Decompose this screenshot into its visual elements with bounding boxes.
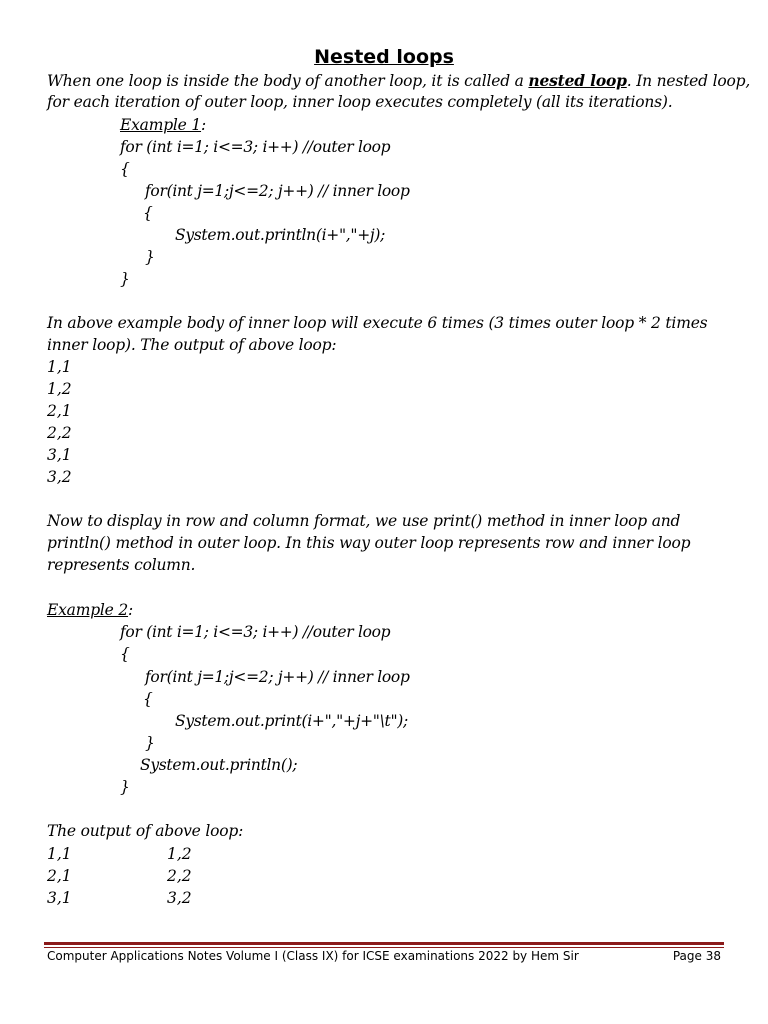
output-line: 2,2 [47,424,72,442]
code-line: { [143,690,153,708]
intro-line-1 [47,71,750,90]
footer-divider-thin [44,947,724,948]
intro-text-end: . In nested loop, [626,72,751,90]
code-line: for (int i=1; i<=3; i++) //outer loop [120,138,391,156]
output-line: 1,2 [47,380,72,398]
footer-text: Computer Applications Notes Volume I (Class IX) for ICSE examinations 2022 by Hem Sir [47,949,579,963]
code-line: for(int j=1;j<=2; j++) // inner loop [145,668,410,686]
code-line: System.out.println(i+","+j); [175,226,386,244]
output-line: 1,1 [47,358,72,376]
code-line: { [143,204,153,222]
explanation-1-line-2: inner loop). The output of above loop: [47,336,337,354]
code-line: System.out.println(); [140,756,298,774]
output-row [47,867,192,885]
output-cell: 3,2 [167,889,192,907]
example-1-colon: : [201,116,207,134]
output-2-label: The output of above loop: [47,822,244,840]
code-line: } [120,778,130,796]
example-1-label: Example 1 [120,116,202,134]
code-line: { [120,160,130,178]
explanation-1-line-1: In above example body of inner loop will execute 6 times (3 times outer loop * 2 times [47,314,708,332]
output-cell: 2,1 [47,867,72,885]
page-number: Page 38 [672,949,721,963]
footer-divider [44,942,724,945]
output-cell: 1,1 [47,845,72,863]
explanation-2-line-2: println() method in outer loop. In this way outer loop represents row and inner loop [47,534,691,552]
explanation-2-line-3: represents column. [47,556,196,574]
code-line: for (int i=1; i<=3; i++) //outer loop [120,623,391,641]
example-2-heading [47,601,133,619]
output-cell: 3,1 [47,889,72,907]
code-line: } [145,734,155,752]
example-2-colon: : [128,601,134,619]
output-line: 3,1 [47,446,72,464]
intro-text: When one loop is inside the body of another loop, it is called a [47,72,529,90]
code-line: for(int j=1;j<=2; j++) // inner loop [145,182,410,200]
code-line: System.out.print(i+","+j+"\t"); [175,712,408,730]
code-line: { [120,645,130,663]
nested-loop-term: nested loop [528,71,627,90]
output-row [47,889,192,907]
output-cell: 1,2 [167,845,192,863]
explanation-2-line-1: Now to display in row and column format, we use print() method in inner loop and [47,512,681,530]
example-1-heading [120,116,206,134]
code-line: } [120,270,130,288]
output-line: 2,1 [47,402,72,420]
intro-line-2: for each iteration of outer loop, inner loop executes completely (all its iterations). [47,93,673,111]
page-title: Nested loops [314,46,454,68]
code-line: } [145,248,155,266]
output-cell: 2,2 [167,867,192,885]
output-line: 3,2 [47,468,72,486]
output-row [47,845,192,863]
example-2-label: Example 2 [47,601,129,619]
